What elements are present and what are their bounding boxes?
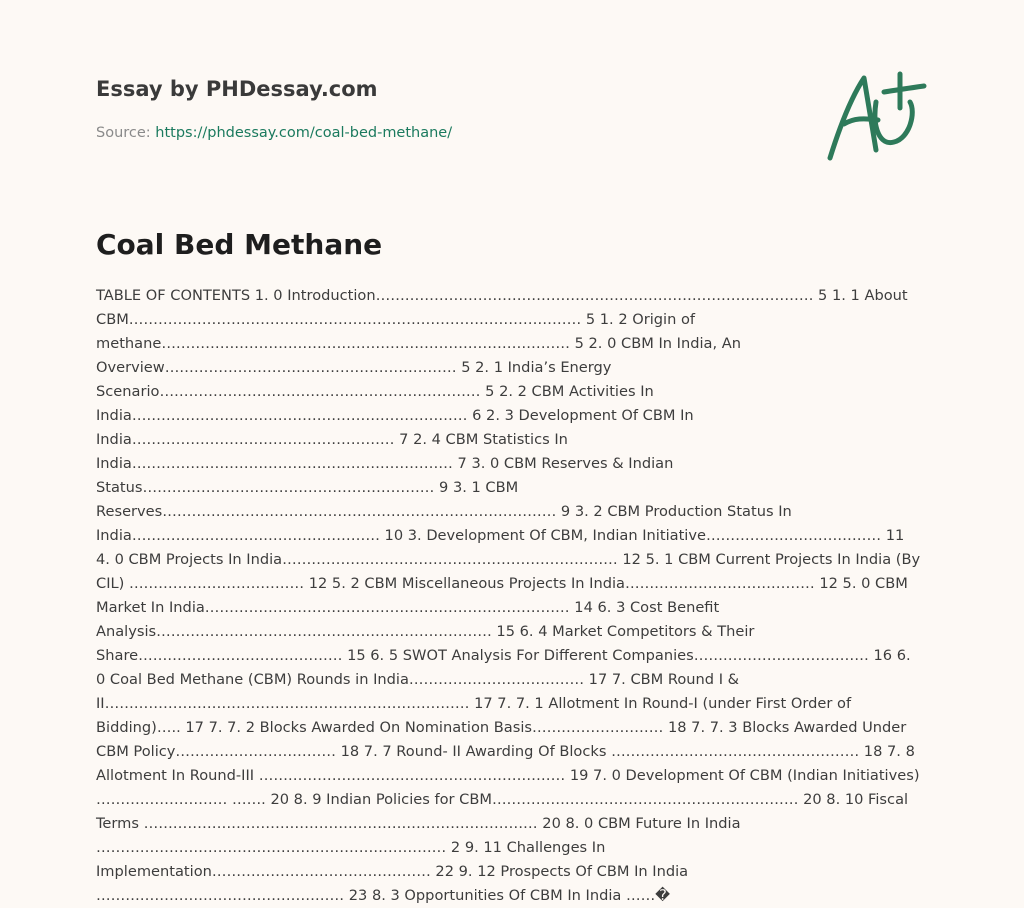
source-label: Source:	[96, 125, 151, 141]
document-body: TABLE OF CONTENTS 1. 0 Introduction……………………………………………………………………………… 5 1. 1 About CBM………………………………………………………………………………… 5 1. 2 Origin of methane………………………………………………………………………… 5 2. 0 CBM In India, An Overview…………………………………………………… 5 2. 1 India’s Energy Scenario………………………………………………………… 5 2. 2 CBM Activities In India…………………………………………………………… 6 2. 3 Development Of CBM In India……………………………………………… 7 2. 4 CBM Statistics In India………………………………………………………… 7 3. 0 CBM Reserves & Indian Status…………………………………………………… 9 3. 1 CBM Reserves……………………………………………………………………… 9 3. 2 CBM Production Status In India…………………………………………… 10 3. Development Of CBM, Indian Initiative……………………………… 11 4. 0 CBM Projects In India…………………………………………………………… 12 5. 1 CBM Current Projects In India (By CIL) ……………………………… 12 5. 2 CBM Miscellaneous Projects In India………………………………… 12 5. 0 CBM Market In India………………………………………………………………… 14 6. 3 Cost Benefit Analysis…………………………………………………………… 15 6. 4 Market Competitors & Their Share…………………………………… 15 6. 5 SWOT Analysis For Different Companies……………………………… 16 6. 0 Coal Bed Methane (CBM) Rounds in India……………………………… 17 7. CBM Round I & II………………………………………………………………… 17 7. 7. 1 Allotment In Round-I (under First Order of Bidding)….. 17 7. 7. 2 Blocks Awarded On Nomination Basis……………………… 18 7. 7. 3 Blocks Awarded Under CBM Policy…………………………… 18 7. 7 Round- II Awarding Of Blocks …………………………………………… 18 7. 8 Allotment In Round-III ……………………………………………………… 19 7. 0 Development Of CBM (Indian Initiatives) ……………………… ……. 20 8. 9 Indian Policies for CBM……………………………………………………… 20 8. 10 Fiscal Terms ……………………………………………………………………… 20 8. 0 CBM Future In India ……………………………………………………………… 2 9. 11 Challenges In Implementation……………………………………… 22 9. 12 Prospects Of CBM In India …………………………………………… 23 8. 3 Opportunities Of CBM In India ……�	[96, 287, 921, 904]
source-line	[96, 123, 452, 143]
brand-title: Essay by PHDessay.com	[96, 77, 378, 101]
page-header	[96, 74, 452, 143]
document-title: Coal Bed Methane	[96, 228, 383, 261]
a-plus-logo-icon	[820, 66, 930, 166]
source-link[interactable]: https://phdessay.com/coal-bed-methane/	[155, 125, 453, 141]
